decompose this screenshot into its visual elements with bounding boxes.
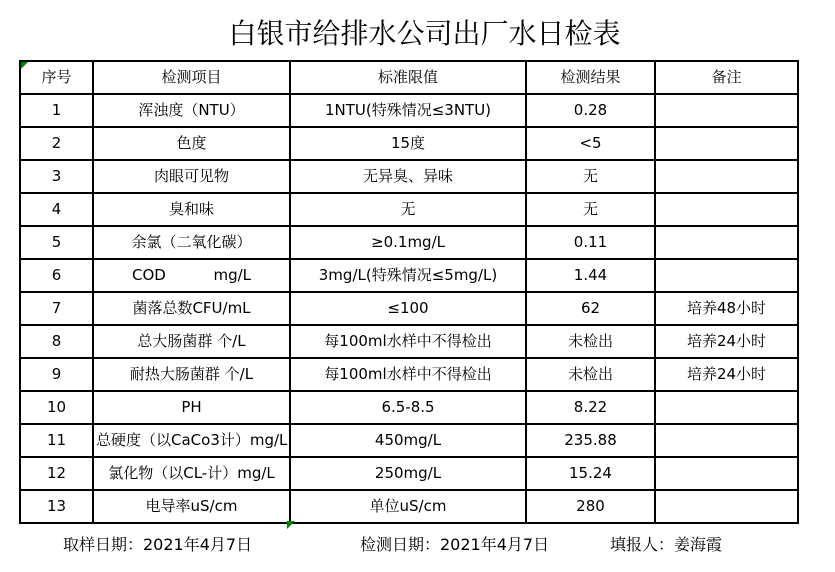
- table-cell: 8: [20, 325, 93, 358]
- table-cell: 11: [20, 424, 93, 457]
- table-cell: 肉眼可见物: [93, 160, 290, 193]
- green-triangle-marker-icon: [287, 521, 295, 529]
- testing-date-text: 检测日期：2021年4月7日: [360, 535, 550, 554]
- table-cell: 2: [20, 127, 93, 160]
- table-cell: COD mg/L: [93, 259, 290, 292]
- page-title: 白银市给排水公司出厂水日检表: [228, 17, 621, 50]
- table-cell: 280: [526, 490, 655, 523]
- table-cell: ≤100: [290, 292, 526, 325]
- table-body: [20, 94, 798, 523]
- table-cell: 15度: [290, 127, 526, 160]
- table-cell: 浑浊度（NTU）: [93, 94, 290, 127]
- table-cell: 未检出: [526, 325, 655, 358]
- table-cell: 235.88: [526, 424, 655, 457]
- table-cell: 无: [526, 160, 655, 193]
- table-cell: 每100ml水样中不得检出: [290, 358, 526, 391]
- table-cell: 10: [20, 391, 93, 424]
- table-cell: 单位uS/cm: [290, 490, 526, 523]
- table-cell: 1: [20, 94, 93, 127]
- table-cell: 5: [20, 226, 93, 259]
- table-cell: 15.24: [526, 457, 655, 490]
- table-cell: 250mg/L: [290, 457, 526, 490]
- table-row: [20, 226, 798, 259]
- table-cell: 未检出: [526, 358, 655, 391]
- table-header-row: [20, 61, 798, 94]
- green-triangle-marker-icon: [21, 62, 28, 69]
- column-header: 检测结果: [526, 61, 655, 94]
- table-row: [20, 127, 798, 160]
- table-cell: [655, 424, 798, 457]
- table-cell: ≥0.1mg/L: [290, 226, 526, 259]
- table-cell: [655, 127, 798, 160]
- column-header: 备注: [655, 61, 798, 94]
- table-cell: 450mg/L: [290, 424, 526, 457]
- table-row: [20, 391, 798, 424]
- table-cell: [655, 490, 798, 523]
- table-cell: 4: [20, 193, 93, 226]
- table-row: [20, 490, 798, 523]
- table-cell: [655, 193, 798, 226]
- table-cell: 6.5-8.5: [290, 391, 526, 424]
- table-row: [20, 358, 798, 391]
- table-cell: 3: [20, 160, 93, 193]
- table-cell: [655, 259, 798, 292]
- table-cell: 电导率uS/cm: [93, 490, 290, 523]
- table-cell: 培养48小时: [655, 292, 798, 325]
- table-cell: 每100ml水样中不得检出: [290, 325, 526, 358]
- table-cell: 0.28: [526, 94, 655, 127]
- table-row: [20, 259, 798, 292]
- table-cell: [655, 226, 798, 259]
- table-row: [20, 193, 798, 226]
- table-row: [20, 61, 798, 94]
- table-cell: 0.11: [526, 226, 655, 259]
- table-cell: 无异臭、异味: [290, 160, 526, 193]
- table-cell: 6: [20, 259, 93, 292]
- table-cell: 总大肠菌群 个/L: [93, 325, 290, 358]
- table-row: [20, 424, 798, 457]
- table-cell: 培养24小时: [655, 358, 798, 391]
- table-cell: 氯化物（以CL-计）mg/L: [93, 457, 290, 490]
- reporter-text: 填报人：姜海霞: [610, 535, 723, 554]
- table-cell: [655, 160, 798, 193]
- table-cell: 菌落总数CFU/mL: [93, 292, 290, 325]
- table-cell: 8.22: [526, 391, 655, 424]
- column-header: 标准限值: [290, 61, 526, 94]
- footer-line: [0, 532, 835, 552]
- table-cell: PH: [93, 391, 290, 424]
- table-cell: 无: [526, 193, 655, 226]
- table-row: [20, 160, 798, 193]
- table-cell: 色度: [93, 127, 290, 160]
- table-cell: 1NTU(特殊情况≤3NTU): [290, 94, 526, 127]
- table-cell: 耐热大肠菌群 个/L: [93, 358, 290, 391]
- table-cell: 12: [20, 457, 93, 490]
- table-cell: 13: [20, 490, 93, 523]
- table-cell: 总硬度（以CaCo3计）mg/L: [93, 424, 290, 457]
- table-row: [20, 457, 798, 490]
- table-row: [20, 292, 798, 325]
- table-cell: 1.44: [526, 259, 655, 292]
- table-row: [20, 94, 798, 127]
- table-row: [20, 325, 798, 358]
- table-cell: 臭和味: [93, 193, 290, 226]
- table-cell: 余氯（二氧化碳）: [93, 226, 290, 259]
- table-cell: 62: [526, 292, 655, 325]
- column-header: 检测项目: [93, 61, 290, 94]
- table-cell: 无: [290, 193, 526, 226]
- table-cell: 3mg/L(特殊情况≤5mg/L): [290, 259, 526, 292]
- table-cell: 9: [20, 358, 93, 391]
- table-cell: [655, 94, 798, 127]
- table-cell: [655, 391, 798, 424]
- table-cell: [655, 457, 798, 490]
- table-cell: 7: [20, 292, 93, 325]
- column-header: 序号: [20, 61, 93, 94]
- inspection-table: [19, 60, 799, 524]
- table-cell: <5: [526, 127, 655, 160]
- table-cell: 培养24小时: [655, 325, 798, 358]
- sampling-date-text: 取样日期：2021年4月7日: [63, 535, 253, 554]
